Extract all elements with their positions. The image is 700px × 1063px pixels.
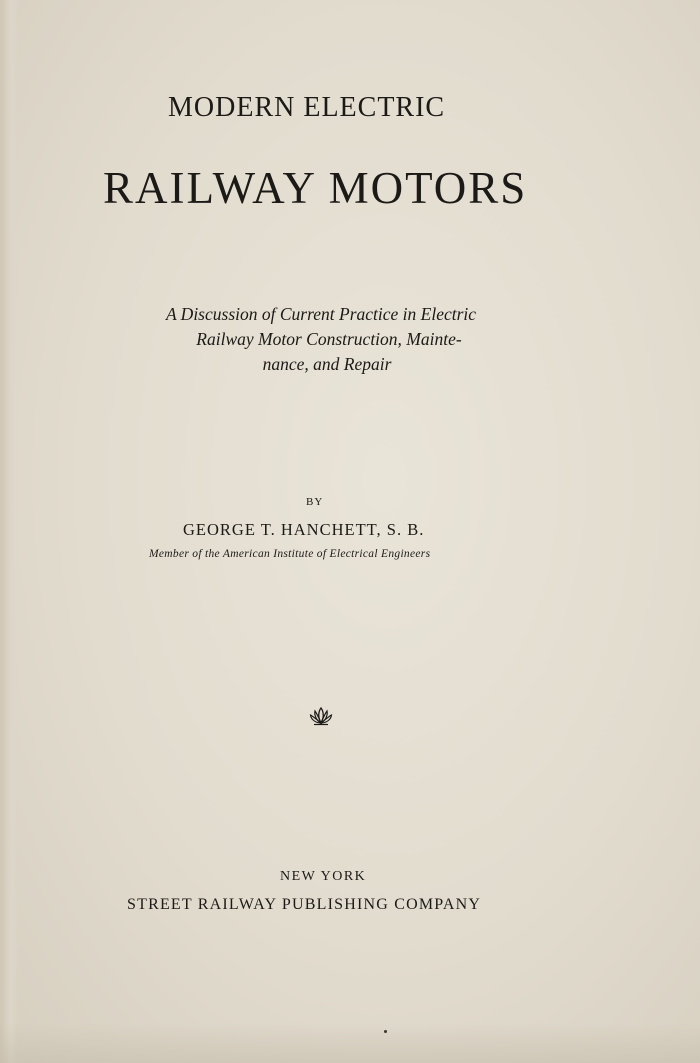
by-label: BY [306,496,324,508]
title-line-2: RAILWAY MOTORS [103,163,528,213]
lotus-ornament-icon [309,706,333,726]
subtitle-line-2: Railway Motor Construction, Mainte- [196,329,462,349]
imprint-city: NEW YORK [280,869,367,884]
imprint-publisher: STREET RAILWAY PUBLISHING COMPANY [127,896,482,913]
subtitle-line-3: nance, and Repair [262,354,392,374]
subtitle-line-1: A Discussion of Current Practice in Electric [165,304,477,324]
title-line-1: MODERN ELECTRIC [168,92,446,123]
page-left-edge-shadow [0,0,18,1063]
paper-speck [384,1030,387,1033]
page-bottom-edge-shadow [0,1023,700,1063]
author-name: GEORGE T. HANCHETT, S. B. [183,520,425,539]
author-affiliation: Member of the American Institute of Electrical Engineers [149,548,431,560]
